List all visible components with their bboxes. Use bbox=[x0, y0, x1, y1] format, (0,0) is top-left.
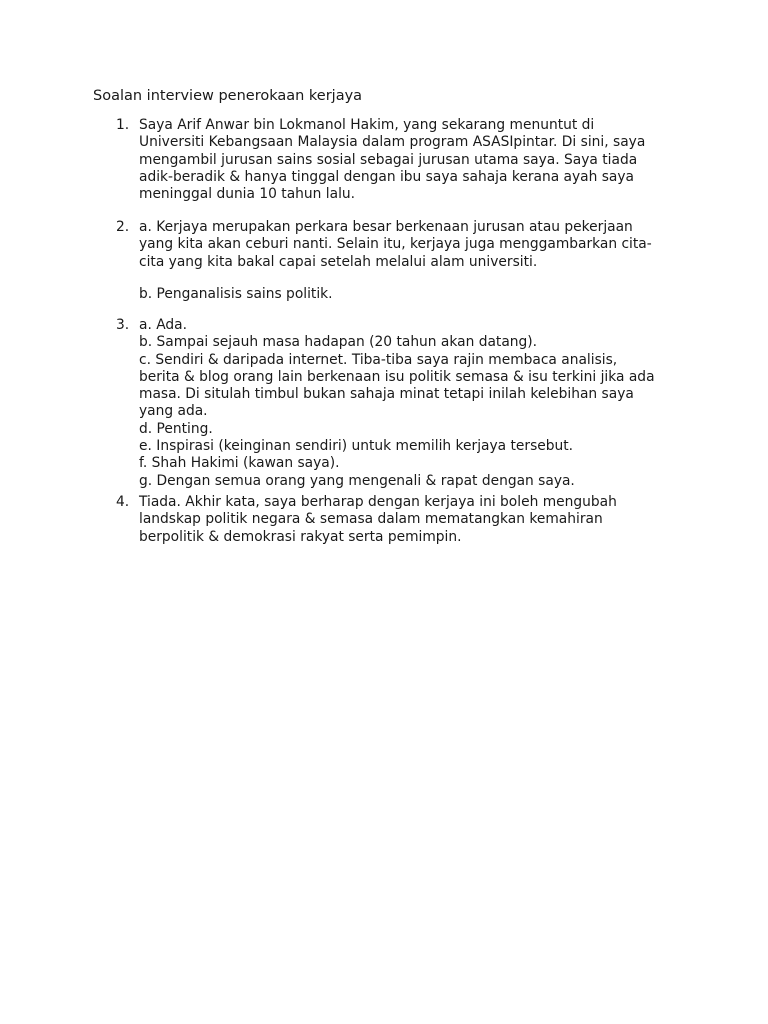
text-line: cita yang kita bakal capai setelah melalui alam universiti. bbox=[139, 253, 538, 270]
list-item-number: 1. bbox=[116, 117, 130, 133]
list-item-number: 3. bbox=[116, 317, 130, 333]
list-item-body bbox=[139, 219, 675, 271]
text-line: b. Penganalisis sains politik. bbox=[139, 286, 333, 302]
text-line: Universiti Kebangsaan Malaysia dalam program ASASIpintar. Di sini, saya bbox=[139, 134, 646, 151]
text-line: g. Dengan semua orang yang mengenali & rapat dengan saya. bbox=[139, 472, 575, 489]
text-line: yang ada. bbox=[139, 403, 208, 420]
text-line: e. Inspirasi (keinginan sendiri) untuk memilih kerjaya tersebut. bbox=[139, 438, 574, 455]
text-line: a. Ada. bbox=[139, 317, 188, 333]
text-line: Saya Arif Anwar bin Lokmanol Hakim, yang sekarang menuntut di bbox=[139, 117, 595, 133]
text-line: berita & blog orang lain berkenaan isu politik semasa & isu terkini jika ada bbox=[139, 368, 655, 385]
text-line: c. Sendiri & daripada internet. Tiba-tiba saya rajin membaca analisis, bbox=[139, 351, 618, 368]
list-item-number: 4. bbox=[116, 494, 130, 510]
document-title: Soalan interview penerokaan kerjaya bbox=[93, 88, 363, 104]
text-line: f. Shah Hakimi (kawan saya). bbox=[139, 455, 340, 472]
text-line: masa. Di situlah timbul bukan sahaja minat tetapi inilah kelebihan saya bbox=[139, 386, 634, 403]
list-item-body bbox=[139, 317, 675, 490]
text-line: d. Penting. bbox=[139, 420, 213, 437]
text-line: landskap politik negara & semasa dalam mematangkan kemahiran bbox=[139, 511, 603, 528]
text-line: meninggal dunia 10 tahun lalu. bbox=[139, 186, 356, 203]
text-line: yang kita akan ceburi nanti. Selain itu, kerjaya juga menggambarkan cita- bbox=[139, 236, 652, 253]
text-line: mengambil jurusan sains sosial sebagai jurusan utama saya. Saya tiada bbox=[139, 151, 638, 168]
text-line: adik-beradik & hanya tinggal dengan ibu saya sahaja kerana ayah saya bbox=[139, 168, 635, 185]
text-line: berpolitik & demokrasi rakyat serta pemimpin. bbox=[139, 528, 462, 545]
list-item-body bbox=[139, 494, 675, 546]
text-line: b. Sampai sejauh masa hadapan (20 tahun akan datang). bbox=[139, 334, 538, 351]
list-item-subanswer bbox=[139, 286, 675, 303]
text-line: Tiada. Akhir kata, saya berharap dengan kerjaya ini boleh mengubah bbox=[139, 494, 617, 510]
text-line: a. Kerjaya merupakan perkara besar berkenaan jurusan atau pekerjaan bbox=[139, 219, 633, 235]
list-item-number: 2. bbox=[116, 219, 130, 235]
list-item-body bbox=[139, 117, 675, 203]
